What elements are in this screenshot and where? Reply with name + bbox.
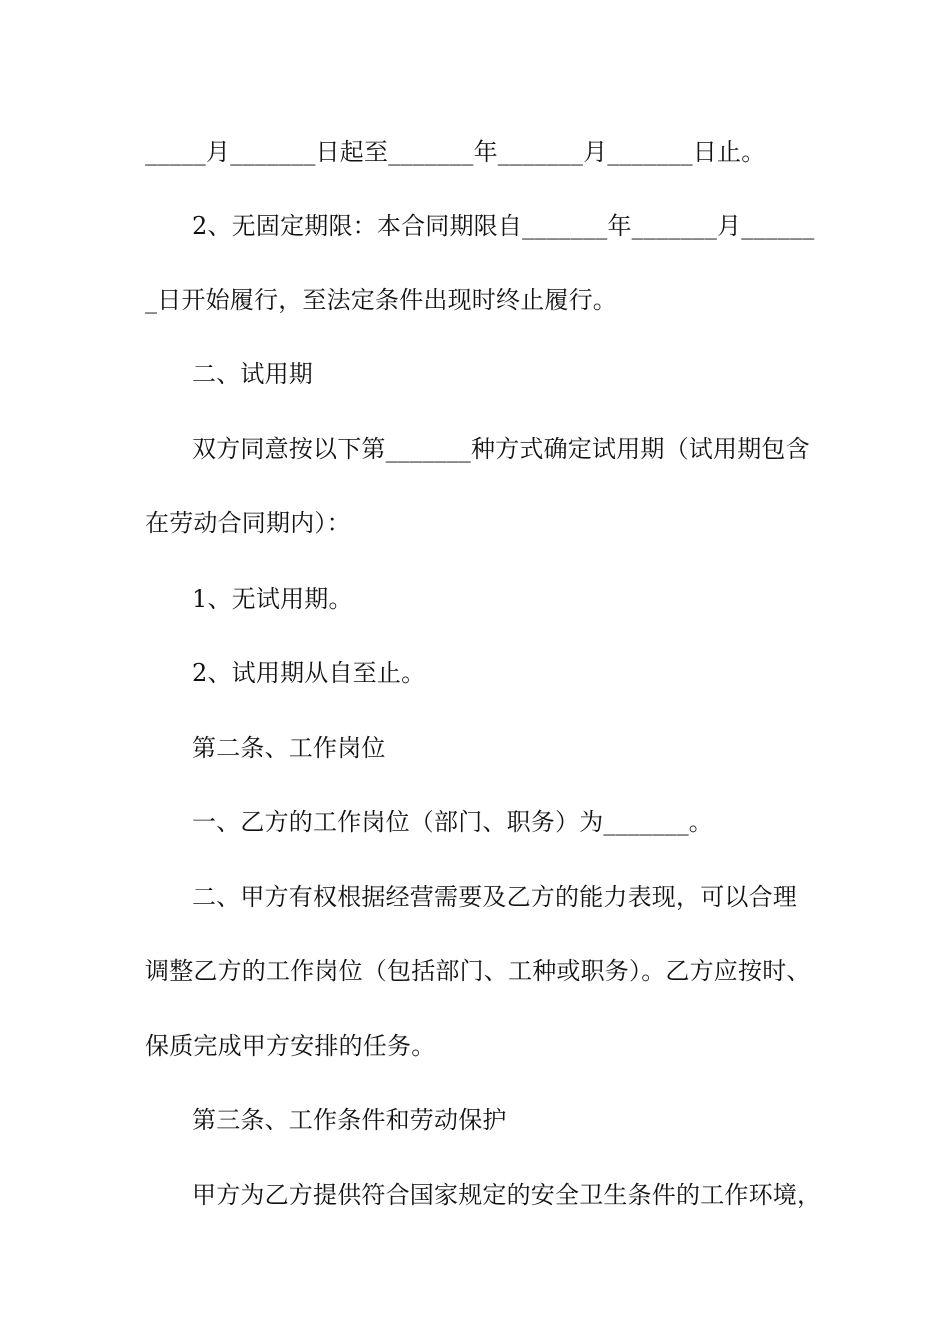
text-line-probation-method-cont: 在劳动合同期内）： <box>145 509 351 537</box>
article-heading-conditions: 第三条、工作条件和劳动保护 <box>192 1106 507 1134</box>
section-heading-probation: 二、试用期 <box>192 360 313 388</box>
text-line-adjust-position: 二、甲方有权根据经营需要及乙方的能力表现，可以合理 <box>192 883 797 911</box>
text-line-no-probation: 1、无试用期。 <box>192 585 353 613</box>
text-line-term-dates: _____月_______日起至_______年_______月_______日止。 <box>145 138 766 166</box>
article-heading-position: 第二条、工作岗位 <box>192 734 386 762</box>
text-line-probation-period: 2、试用期从自至止。 <box>192 659 426 687</box>
text-line-no-fixed-term-cont: _日开始履行，至法定条件出现时终止履行。 <box>145 286 617 314</box>
text-line-adjust-position-cont: 调整乙方的工作岗位（包括部门、工种或职务）。乙方应按时、 <box>145 957 811 985</box>
text-line-position: 一、乙方的工作岗位（部门、职务）为_______。 <box>192 808 713 836</box>
text-line-probation-method: 双方同意按以下第_______种方式确定试用期（试用期包含 <box>192 435 810 463</box>
text-line-no-fixed-term: 2、无固定期限：本合同期限自_______年_______月______ <box>192 212 815 240</box>
text-line-work-environment: 甲方为乙方提供符合国家规定的安全卫生条件的工作环境， <box>192 1181 822 1209</box>
text-line-complete-tasks: 保质完成甲方安排的任务。 <box>145 1032 436 1060</box>
